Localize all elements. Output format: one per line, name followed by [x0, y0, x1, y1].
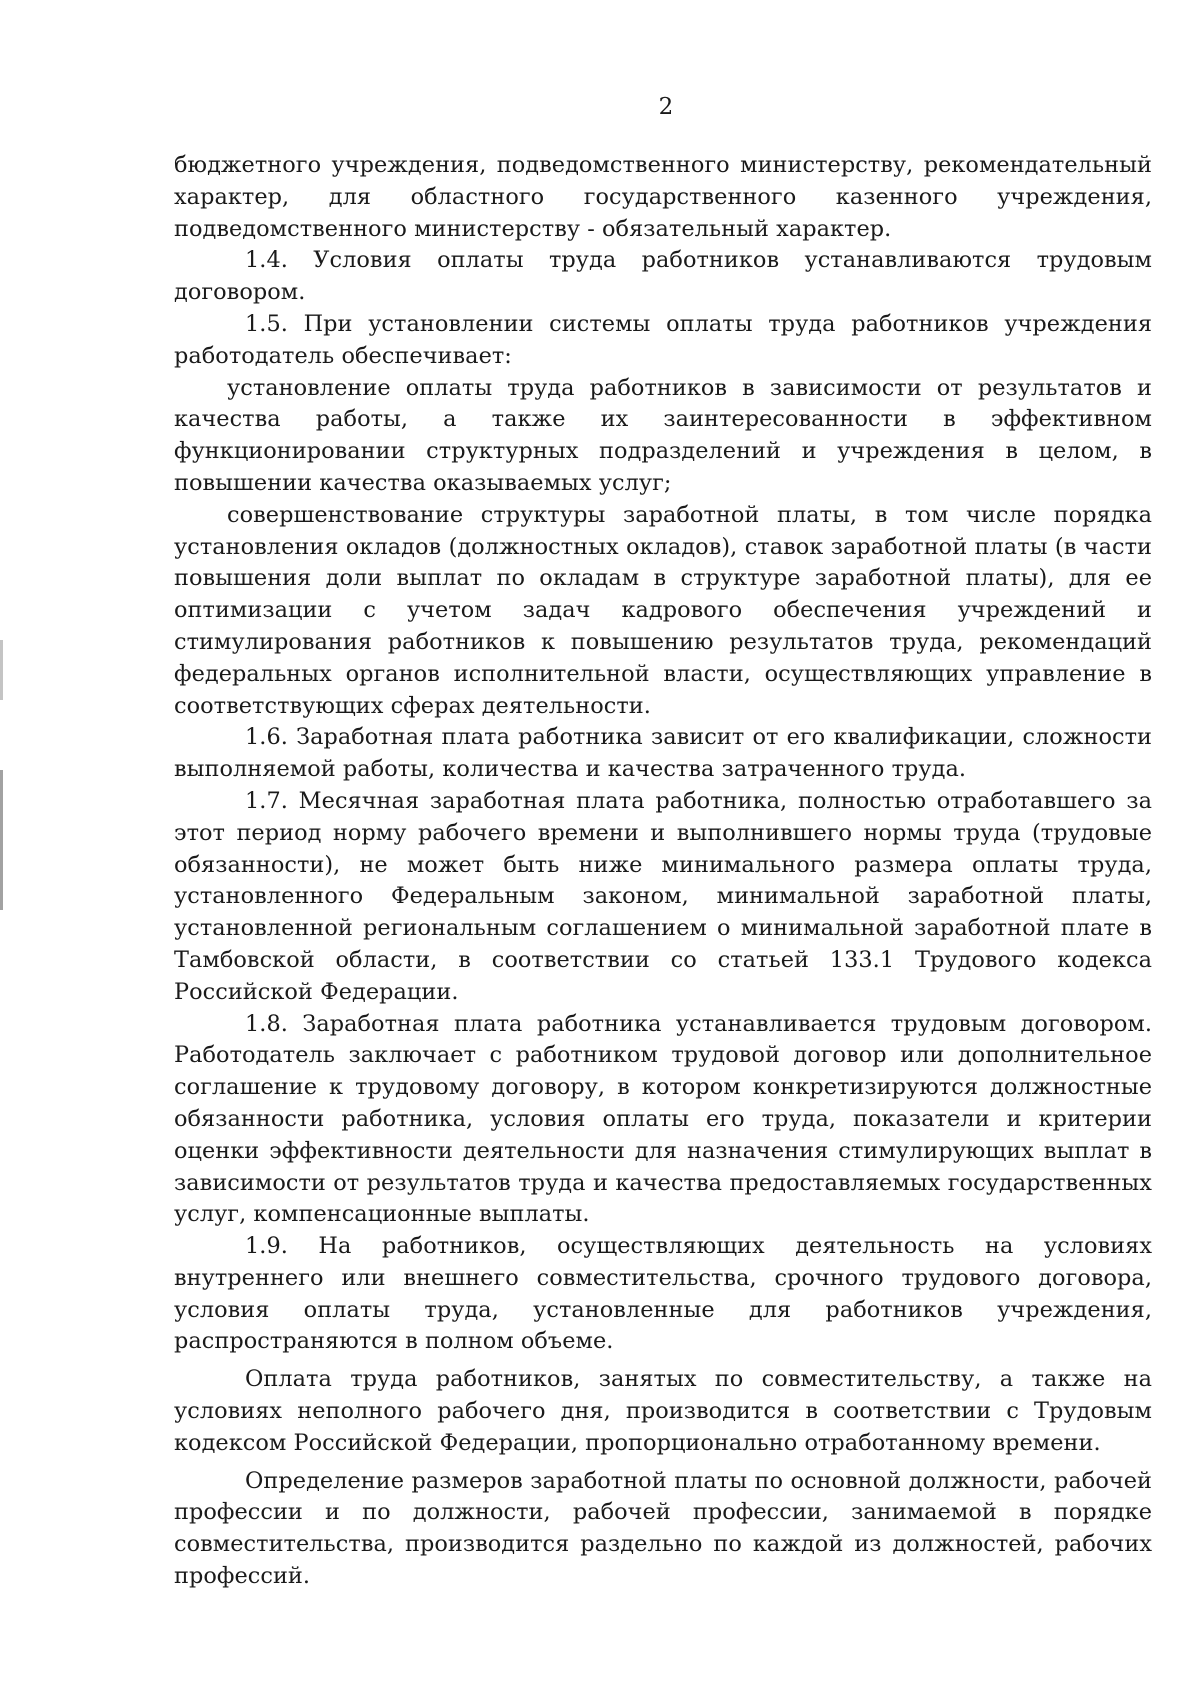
scan-edge-mark: [0, 770, 3, 910]
paragraph-part-time: Оплата труда работников, занятых по совместительству, а также на условиях неполного рабочего дня, производится в соответствии с Трудовым кодексом Российской Федерации, пропорционально отработанному времени.: [174, 1366, 1152, 1456]
paragraph-1-8: 1.8. Заработная плата работника устанавливается трудовым договором. Работодатель заключает с работником трудовой договор или дополнительное соглашение к трудовому договору, в котором конкретизируются должностные обязанности работника, условия оплаты его труда, показатели и критерии оценки эффективности деятельности для назначения стимулирующих выплат в зависимости от результатов труда и качества предоставляемых государственных услуг, компенсационные выплаты.: [174, 1010, 1152, 1228]
paragraph-1-6: 1.6. Заработная плата работника зависит от его квалификации, сложности выполняемой работы, количества и качества затраченного труда.: [174, 724, 1152, 783]
paragraph-salary-determination: Определение размеров заработной платы по основной должности, рабочей профессии и по должности, рабочей профессии, занимаемой в порядке совместительства, производится раздельно по каждой из должностей, рабочих профессий.: [174, 1467, 1152, 1590]
scan-edge-mark: [0, 640, 3, 700]
paragraph-1-5: 1.5. При установлении системы оплаты труда работников учреждения работодатель обеспечивает:: [174, 310, 1152, 369]
paragraph-1-5-item-2: совершенствование структуры заработной платы, в том числе порядка установления окладов (должностных окладов), ставок заработной платы (в части повышения доли выплат по окладам в структуре заработной платы), для ее оптимизации с учетом задач кадрового обеспечения учреждений и стимулирования работников к повышению результатов труда, рекомендаций федеральных органов исполнительной власти, осуществляющих управление в соответствующих сферах деятельности.: [174, 501, 1152, 719]
paragraph-1-9: 1.9. На работников, осуществляющих деятельность на условиях внутреннего или внешнего совместительства, срочного трудового договора, условия оплаты труда, установленные для работников учреждения, распространяются в полном объеме.: [174, 1233, 1152, 1355]
paragraph-1-7: 1.7. Месячная заработная плата работника, полностью отработавшего за этот период норму рабочего времени и выполнившего нормы труда (трудовые обязанности), не может быть ниже минимального размера оплаты труда, установленного Федеральным законом, минимальной заработной платы, установленной региональным соглашением о минимальной заработной плате в Тамбовской области, в соответствии со статьей 133.1 Трудового кодекса Российской Федерации.: [174, 787, 1152, 1005]
document-body: [174, 150, 1152, 1593]
page-number: 2: [658, 94, 674, 120]
paragraph-continuation: бюджетного учреждения, подведомственного министерству, рекомендательный характер, для областного государственного казенного учреждения, подведомственного министерству - обязательный характер.: [174, 152, 1152, 242]
paragraph-1-4: 1.4. Условия оплаты труда работников устанавливаются трудовым договором.: [174, 247, 1152, 306]
paragraph-1-5-item-1: установление оплаты труда работников в зависимости от результатов и качества работы, а также их заинтересованности в эффективном функционировании структурных подразделений и учреждения в целом, в повышении качества оказываемых услуг;: [174, 374, 1152, 496]
